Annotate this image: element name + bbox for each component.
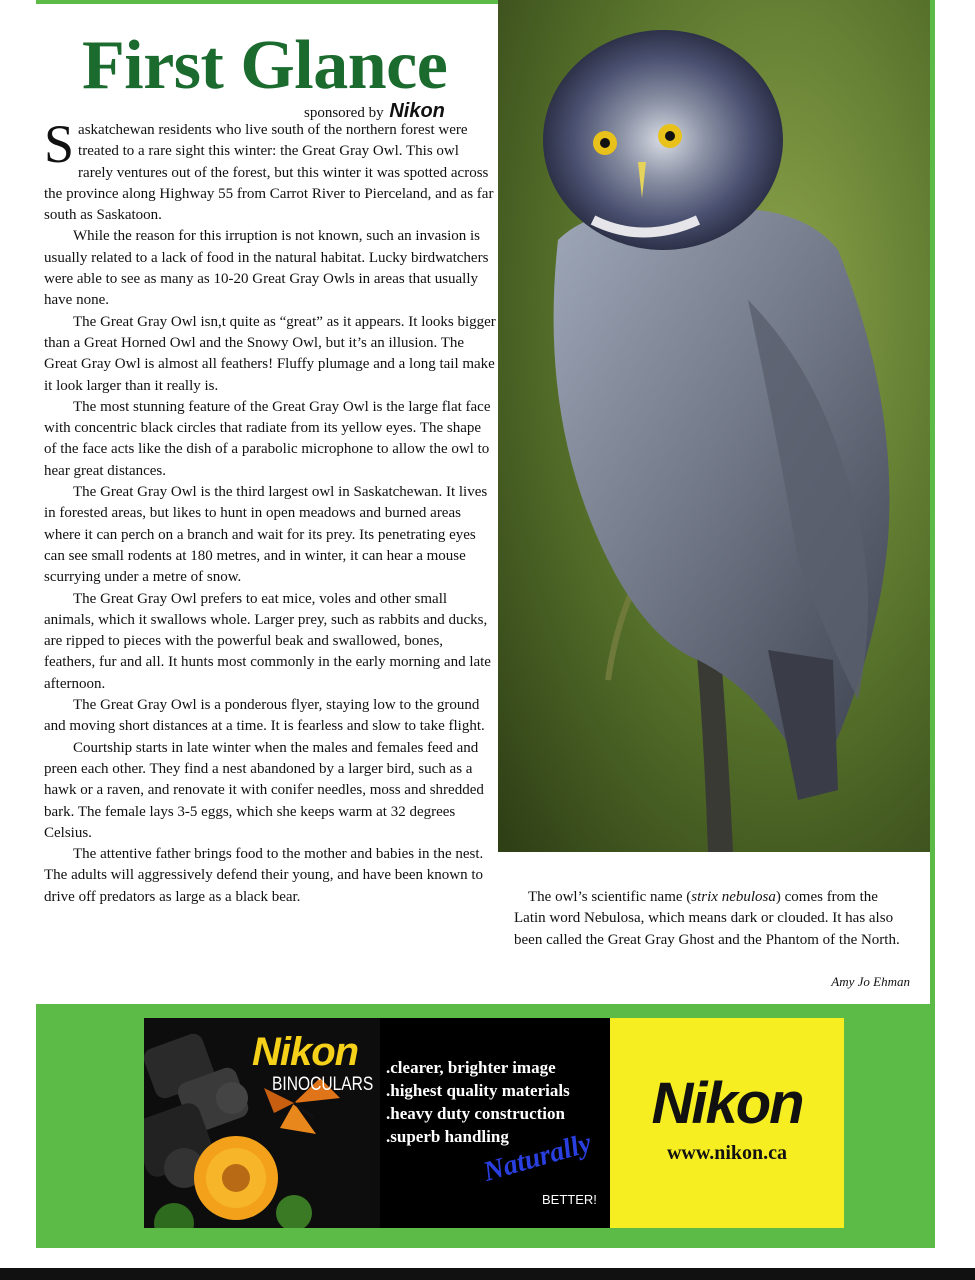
article-body <box>44 114 496 908</box>
ad-product-label: BINOCULARS <box>272 1074 374 1095</box>
scientific-name: strix nebulosa <box>691 889 776 905</box>
article-paragraph-5: The Great Gray Owl is the third largest owl in Saskatchewan. It lives in forested areas, but likes to hunt in open meadows and burned areas where it can perch on a branch and wait for its prey. Its penetrating eyes can see small rodents at 180 metres, and in winter, it can hear a mouse scurrying under a metre of snow. <box>44 484 488 586</box>
ad-feature-item: .heavy duty construction <box>386 1104 565 1123</box>
page-bottom-edge <box>0 1268 975 1280</box>
ad-feature-item: .highest quality materials <box>386 1081 570 1100</box>
sponsor-text: sponsored by <box>304 105 384 121</box>
author-byline: Amy Jo Ehman <box>831 974 910 989</box>
nikon-logo: Nikon <box>651 1071 803 1136</box>
article-paragraph-8: Courtship starts in late winter when the males and females feed and preen each other. They find a nest abandoned by a larger bird, such as a hawk or a raven, and renovate it with conifer needles, moss and shredded bark. The female lays 3-5 eggs, which she keeps warm at 32 degrees Celsius. <box>44 739 484 841</box>
article-paragraph-6: The Great Gray Owl prefers to eat mice, voles and other small animals, which it swallows whole. Larger prey, such as rabbits and ducks, are ripped to pieces with the powerful beak and swallowed, bones, feathers, fur and all. It hunts most commonly in the early morning and late afternoon. <box>44 590 491 692</box>
ad-tagline-naturally: Naturally <box>480 1127 595 1188</box>
ad-feature-list <box>386 1056 570 1148</box>
caption-text-2: ) comes from the Latin word Nebulosa, which means dark or clouded. It has also been called the Great Gray Ghost and the Phantom of the North. <box>514 889 900 948</box>
ad-tagline-better: BETTER! <box>542 1192 597 1207</box>
article-paragraph-1-text: askatchewan residents who live south of the northern forest were treated to a rare sight this winter: the Great Gray Owl. This owl rarely ventures out of the forest, but this winter it was spotted across the province along Highway 55 from Carrot River to Pierceland, and as far south as Saskatoon. <box>44 122 494 224</box>
article-paragraph-1 <box>44 114 496 226</box>
photo-caption <box>514 887 912 951</box>
article-paragraph-9: The attentive father brings food to the mother and babies in the nest. The adults will aggressively defend their young, and have been known to drive off predators as large as a black bear. <box>44 846 484 905</box>
article-paragraph-3: The Great Gray Owl isn,t quite as “great” as it appears. It looks bigger than a Great Horned Owl and the Snowy Owl, but it’s an illusion. The Great Gray Owl is almost all feathers! Fluffy plumage and a long tail make it look larger than it really is. <box>44 313 496 394</box>
article-paragraph-4: The most stunning feature of the Great Gray Owl is the large flat face with concentric black circles that radiate from its yellow eyes. The shape of the face acts like the dish of a parabolic microphone to allow the owl to hear great distances. <box>44 398 491 479</box>
ad-feature-item: .superb handling <box>386 1127 509 1146</box>
sponsor-brand: Nikon <box>389 100 445 122</box>
ad-logo-panel <box>610 1018 844 1228</box>
ad-brand-name: Nikon <box>252 1030 359 1074</box>
ad-website-link[interactable]: www.nikon.ca <box>666 1142 788 1164</box>
caption-text-1: The owl’s scientific name ( <box>528 889 692 905</box>
article-paragraph-7: The Great Gray Owl is a ponderous flyer, staying low to the ground and moving short distances at a time. It is fearless and slow to take flight. <box>44 697 485 735</box>
article-paragraph-2: While the reason for this irruption is not known, such an invasion is usually related to a lack of food in the natural habitat. Lucky birdwatchers were able to see as many as 10-20 Great Gray Owls in areas that usually have none. <box>44 228 489 309</box>
ad-feature-item: .clearer, brighter image <box>386 1058 556 1077</box>
owl-illustration <box>498 0 930 852</box>
drop-cap: S <box>44 114 75 174</box>
page-title: First Glance <box>82 27 448 104</box>
owl-photo <box>498 0 930 852</box>
nikon-advertisement[interactable] <box>144 1018 844 1228</box>
